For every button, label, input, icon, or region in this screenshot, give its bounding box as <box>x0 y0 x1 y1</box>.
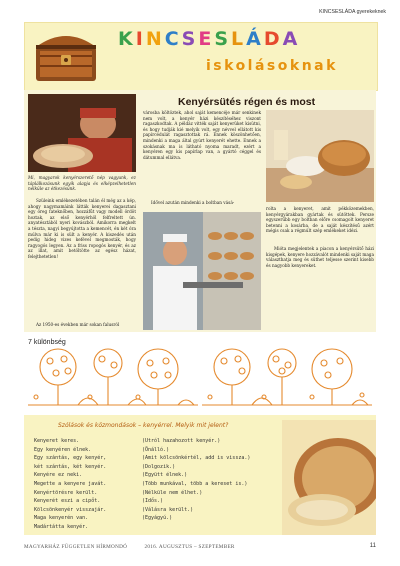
bread-loaf-photo <box>282 420 376 535</box>
quiz-item: (Válásra került.) <box>142 506 194 513</box>
quiz-item: (Dolgozik.) <box>142 463 176 470</box>
difference-picture-left <box>28 345 198 411</box>
title-letter: K <box>118 28 136 50</box>
proverbs-list <box>34 437 106 532</box>
magazine-title <box>118 28 300 50</box>
quiz-item: Egy szántás, egy kenyér, <box>34 455 107 462</box>
quiz-item: Kölcsönkenyér visszajár. <box>34 506 107 513</box>
quiz-item: Kenyére ez neki. <box>34 472 83 479</box>
article-col1-tail: Az 1950-es években már sokan falusról <box>36 322 120 327</box>
title-letter: E <box>198 28 215 50</box>
title-letter: D <box>263 28 283 50</box>
quiz-item: Madártátta kenyér. <box>34 523 89 530</box>
issue-date: 2016. AUGUSZTUS – SZEPTEMBER <box>144 544 235 550</box>
quiz-item: két szántás, két kenyér. <box>34 463 107 470</box>
title-letter: A <box>282 28 301 50</box>
article-col3b: Mióta megjelentek a piacon a kenyérsütő házi kisgépek, kenyere hozzávalót mindenki saját maga választhatja meg és süthet teljesse szerint kisebb és nagyobb kenyereket. <box>266 246 374 268</box>
title-letter: Á <box>246 28 264 50</box>
article-title: Kenyérsütés régen és most <box>178 96 316 108</box>
article-col1: Szüleink emlékezetében talán él még az a kép, ahogy nagymamáink látták kenyerei dagasztani egy öreg fateknőben, hozzáfűt vagy modell ördöt hoztak, az első kenyérhöl felfreltett ún. anyatésztából nyeri kovászból. Amikorra megkelt a tészta, nagyi begyújtotta a kemencét, én két óra múlva már ki is sült a kenyér. A kiszedés után pedig hideg vizes kefével megmosták, hogy ragyogós legyen. Az a friss ropogós kenyér, és az az illat, amit betöltötte az egész házat, felejthetetlen! <box>28 198 136 259</box>
quiz-item: (Amit kölcsönkértél, add is vissza.) <box>142 455 251 462</box>
quiz-item: Kenyértörésre került. <box>34 489 98 496</box>
article-col2a: városba költöztek, ahol saját kemencéje már senkinek nem volt, a kenyér házi készítéséhez viszont ragaszkodtak. A példáz vitték saját kenyerüket kisütni, és hogy tudják kié melyik volt, egy névvel ellátott kis papírcédulát ragasztottak rá. Ennek köszönhetően, mindenki a maga által gyúrt kenyerét ehette. Ennek a szokásnak ma is látható nyoma maradt, ezért a kenyéren egy kis papírlap van, a gyártó céggel és dátummal ellátva. <box>143 110 261 160</box>
quiz-item: Kenyeret keres. <box>34 438 80 444</box>
publisher-name: MAGYARHÁZ FÜGGETLEN HÍRMONDÓ <box>24 544 128 550</box>
differences-label: 7 különbség <box>28 339 66 346</box>
title-letter: S <box>214 28 232 50</box>
quiz-item: (Több munkával, több a kereset is.) <box>142 480 248 487</box>
baker-woman-photo <box>28 94 136 172</box>
quiz-item: Maga kenyerén van. <box>34 515 89 522</box>
difference-picture-right <box>202 345 372 411</box>
quiz-item: (Önálló.) <box>142 446 170 453</box>
bakery-worker-photo <box>143 212 261 330</box>
article-col3: rolta a kenyeret, amit pékközemekben, kenyérgyárakban gyártak és sütöttek. Persze egyszerűbb egy boltban előre csomagolt kenyeret betenni a kosárba, de a saját készítésű azért mégis csak a régmúlt szép emlékeket idézi. <box>266 206 374 234</box>
treasure-chest-icon <box>30 25 102 85</box>
quiz-title: Szólások és közmondások – kenyérrel. Melyik mit jelent? <box>58 422 229 429</box>
title-letter: C <box>164 28 182 50</box>
magazine-tag: KINCSESLÁDA gyerekeknek <box>319 9 386 15</box>
quiz-item: (Együtt élnek.) <box>142 472 188 479</box>
meanings-list <box>142 437 250 523</box>
quiz-item: Kenyerét eszi a cipőt. <box>34 498 101 505</box>
title-letter: S <box>181 28 199 50</box>
article-col2b: Idővel azután mindenki a boltban vásá- <box>151 200 235 205</box>
title-letter: L <box>231 28 247 50</box>
article-caption: Mi, magyarok kenyérszerető nép vagyunk, ez táplálkozásunk egyik alapja és elképzelhetetlen nélküle az étkezésünk. <box>28 175 136 192</box>
section-subtitle: iskolásoknak <box>206 58 338 74</box>
quiz-item: (Nélküle nem élhet.) <box>142 489 203 496</box>
quiz-item: Egy kenyéren élnek. <box>34 446 92 453</box>
page-footer <box>24 544 235 550</box>
title-letter: N <box>145 28 165 50</box>
quiz-item: (Egyágyú.) <box>142 515 173 522</box>
quiz-item: Megette a kenyere javát. <box>34 480 107 487</box>
quiz-item: (Utról hazahozott kenyér.) <box>142 438 221 444</box>
quiz-item: (Idős.) <box>142 498 164 505</box>
bread-still-life-photo <box>266 110 374 202</box>
title-letter: I <box>135 28 146 50</box>
page-number: 11 <box>369 543 376 549</box>
